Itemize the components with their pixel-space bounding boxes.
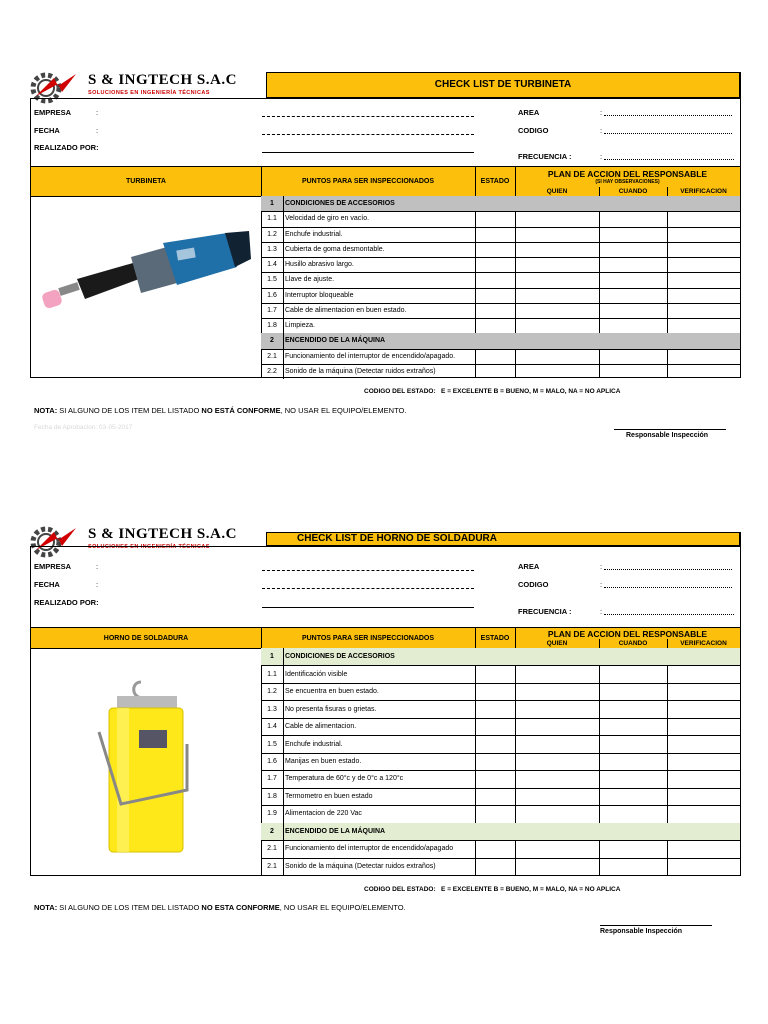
item-text: Se encuentra en buen estado.: [285, 688, 379, 696]
quien-cell[interactable]: [515, 805, 599, 822]
verificacion-cell[interactable]: [667, 858, 740, 875]
item-number: 1.7: [267, 775, 277, 783]
puntos-header: PUNTOS PARA SER INSPECCIONADOS: [261, 628, 475, 648]
table-row: [261, 770, 740, 787]
verificacion-cell[interactable]: [667, 823, 740, 840]
codigo-label: CODIGO: [518, 126, 549, 135]
cuando-cell[interactable]: [599, 718, 667, 735]
cuando-cell[interactable]: [599, 665, 667, 682]
item-number: 2.1: [267, 352, 277, 360]
plan-header: PLAN DE ACCION DEL RESPONSABLE: [515, 628, 740, 639]
plan-header: PLAN DE ACCION DEL RESPONSABLE (SI HAY OBSERVACIONES): [515, 167, 740, 187]
cuando-cell[interactable]: [599, 858, 667, 875]
section-row: [261, 823, 740, 840]
item-text: Cable de alimentacion en buen estado.: [285, 306, 407, 314]
item-number: 1.3: [267, 705, 277, 713]
item-number: 1.8: [267, 322, 277, 330]
area-field[interactable]: [604, 569, 732, 570]
brand-tagline: SOLUCIONES EN INGENIERÍA TÉCNICAS: [88, 544, 210, 550]
nota: NOTA: SI ALGUNO DE LOS ITEM DEL LISTADO NO ESTÁ CONFORME, NO USAR EL EQUIPO/ELEMENTO.: [34, 406, 407, 415]
cuando-cell[interactable]: [599, 840, 667, 857]
estado-cell[interactable]: [475, 840, 515, 857]
item-text: No presenta fisuras o grietas.: [285, 705, 377, 713]
cuando-cell[interactable]: [599, 700, 667, 717]
table-row: [261, 665, 740, 682]
estado-cell[interactable]: [475, 665, 515, 682]
cuando-cell[interactable]: [599, 788, 667, 805]
quien-cell[interactable]: [515, 840, 599, 857]
quien-header: QUIEN: [515, 187, 599, 196]
verificacion-cell[interactable]: [667, 840, 740, 857]
verificacion-cell[interactable]: [667, 770, 740, 787]
table-row: [261, 735, 740, 752]
item-number: 2.2: [267, 367, 277, 375]
table-row: [261, 753, 740, 770]
realizado-field[interactable]: [262, 607, 474, 608]
estado-cell[interactable]: [475, 858, 515, 875]
item-text: Sonido de la máquina (Detectar ruidos extraños): [285, 367, 436, 375]
quien-cell[interactable]: [515, 648, 599, 665]
equipment-header: HORNO DE SOLDADURA: [31, 628, 261, 648]
cuando-cell[interactable]: [599, 805, 667, 822]
item-text: Velocidad de giro en vacío.: [285, 215, 370, 223]
item-text: ENCENDIDO DE LA MÁQUINA: [285, 337, 386, 345]
quien-cell[interactable]: [515, 858, 599, 875]
frecuencia-label: FRECUENCIA :: [518, 607, 572, 616]
cuando-header: CUANDO: [599, 639, 667, 648]
cuando-cell[interactable]: [599, 770, 667, 787]
cuando-cell[interactable]: [599, 735, 667, 752]
quien-cell[interactable]: [515, 718, 599, 735]
area-label: AREA: [518, 108, 540, 117]
item-number: 1: [270, 200, 274, 208]
item-text: CONDICIONES DE ACCESORIOS: [285, 200, 395, 208]
item-text: Termometro en buen estado: [285, 792, 373, 800]
empresa-label: EMPRESA: [34, 108, 72, 117]
item-text: Temperatura de 60°c y de 0°c a 120°c: [285, 775, 404, 783]
nota: NOTA: SI ALGUNO DE LOS ITEM DEL LISTADO NO ESTA CONFORME, NO USAR EL EQUIPO/ELEMENTO.: [34, 903, 406, 912]
cuando-cell[interactable]: [599, 683, 667, 700]
verificacion-cell[interactable]: [667, 665, 740, 682]
horno-image: [91, 674, 201, 854]
verificacion-cell[interactable]: [667, 718, 740, 735]
item-text: Manijas en buen estado.: [285, 757, 362, 765]
frecuencia-label: FRECUENCIA :: [518, 152, 572, 161]
item-text: Cubierta de goma desmontable.: [285, 245, 385, 253]
fecha-aprobacion: Fecha de Aprobacion: 03-05-2017: [34, 424, 133, 431]
estado-cell[interactable]: [475, 823, 515, 840]
item-text: CONDICIONES DE ACCESORIOS: [285, 653, 395, 661]
responsable-label: Responsable Inspección: [626, 432, 709, 439]
verificacion-header: VERIFICACION: [667, 187, 740, 196]
item-number: 1: [270, 653, 274, 661]
item-number: 2: [270, 337, 274, 345]
quien-cell[interactable]: [515, 665, 599, 682]
brand-name: S & INGTECH S.A.C: [88, 72, 237, 88]
item-number: 1.6: [267, 291, 277, 299]
quien-cell[interactable]: [515, 788, 599, 805]
item-text: Alimentacion de 220 Vac: [285, 810, 362, 818]
brand-name: S & INGTECH S.A.C: [88, 526, 237, 542]
verificacion-cell[interactable]: [667, 700, 740, 717]
item-text: Enchufe industrial.: [285, 740, 343, 748]
item-number: 1.5: [267, 276, 277, 284]
verificacion-cell[interactable]: [667, 753, 740, 770]
area-label: AREA: [518, 562, 540, 571]
estado-cell[interactable]: [475, 735, 515, 752]
gear-logo-icon: [28, 524, 84, 560]
verificacion-cell[interactable]: [667, 648, 740, 665]
fecha-label: FECHA: [34, 580, 60, 589]
empresa-label: EMPRESA: [34, 562, 72, 571]
page-title: CHECK LIST DE TURBINETA: [266, 72, 740, 98]
estado-header: ESTADO: [475, 167, 515, 196]
table-row: [261, 840, 740, 857]
item-number: 1.4: [267, 261, 277, 269]
item-number: 2: [270, 827, 274, 835]
codigo-label: CODIGO: [518, 580, 549, 589]
verificacion-cell[interactable]: [667, 735, 740, 752]
signature-line[interactable]: [600, 925, 712, 926]
cuando-cell[interactable]: [599, 823, 667, 840]
frecuencia-field[interactable]: [604, 614, 734, 615]
item-number: 1.3: [267, 245, 277, 253]
table-row: [261, 700, 740, 717]
responsable-label: Responsable Inspección: [600, 928, 683, 935]
item-text: Limpieza.: [285, 322, 315, 330]
verificacion-cell[interactable]: [667, 788, 740, 805]
verificacion-cell[interactable]: [667, 805, 740, 822]
estado-cell[interactable]: [475, 788, 515, 805]
table-row: [261, 718, 740, 735]
page-title: CHECK LIST DE HORNO DE SOLDADURA: [266, 532, 740, 546]
verificacion-cell[interactable]: [667, 683, 740, 700]
estado-header: ESTADO: [475, 628, 515, 648]
inspection-table: [30, 627, 741, 876]
estado-cell[interactable]: [475, 718, 515, 735]
item-text: Funcionamiento del interruptor de encendido/apagado: [285, 845, 454, 853]
codigo-estado: CODIGO DEL ESTADO: E = EXCELENTE B = BUENO, M = MALO, NA = NO APLICA: [364, 388, 621, 395]
equipment-header: TURBINETA: [31, 167, 261, 196]
estado-cell[interactable]: [475, 753, 515, 770]
item-number: 1.7: [267, 306, 277, 314]
item-number: 1.1: [267, 215, 277, 223]
item-text: Husillo abrasivo largo.: [285, 261, 354, 269]
item-number: 1.1: [267, 670, 277, 678]
item-text: Sonido de la máquina (Detectar ruidos extraños): [285, 862, 436, 870]
codigo-estado: CODIGO DEL ESTADO: E = EXCELENTE B = BUENO, M = MALO, NA = NO APLICA: [364, 886, 621, 893]
checklist-horno: S & INGTECH S.A.C SOLUCIONES EN INGENIERÍA TÉCNICAS CHECK LIST DE HORNO DE SOLDADURA EMPRESA : FECHA : REALIZADO POR: AREA : CODIGO : FRECUENCIA : : HORNO DE SOLDADURA PUNTOS PARA SER INSPECCIONADOS ESTADO PLAN DE ACCION DEL RESPONSABLE QUIEN CUANDO VERIFICACION 1 CONDICIONES DE ACCESORIOS 1.1 Identificación visible 1.2 Se encuentra en buen estado. 1.3 No presenta fisuras o grietas. 1.4 Cable de alimentacion. 1.5 Enchufe industrial. 1.6 Manijas en buen estado. 1.7 Temperatura de 60°c y de 0°c a 120°c 1.8 Termometro en buen estado 1.9 Alimentacion de 220 Vac 2 ENCENDIDO DE LA MÁQUINA 2.1 Funcionamiento del interruptor de encendido/apagado 2.1 Sonido de la máquina (Detectar ruidos extraños) CODIGO DEL ESTADO: E = EXCELENTE B = BUENO, M = MALO, NA = NO APLICA NOTA: SI ALGUNO DE LOS ITEM DEL LISTADO NO ESTA CONFORME, NO USAR EL EQUIPO/ELEMENTO. Responsable Inspección: [0, 0, 768, 1024]
item-text: Cable de alimentacion.: [285, 723, 357, 731]
cuando-cell[interactable]: [599, 648, 667, 665]
item-text: ENCENDIDO DE LA MÁQUINA: [285, 827, 386, 835]
item-number: 1.4: [267, 723, 277, 731]
realizado-label: REALIZADO POR:: [34, 143, 99, 152]
cuando-header: CUANDO: [599, 187, 667, 196]
item-number: 2.1: [267, 862, 277, 870]
empresa-field[interactable]: [262, 570, 474, 571]
table-row: [261, 788, 740, 805]
estado-cell[interactable]: [475, 683, 515, 700]
realizado-label: REALIZADO POR:: [34, 598, 99, 607]
estado-cell[interactable]: [475, 700, 515, 717]
item-number: 1.9: [267, 810, 277, 818]
item-text: Identificación visible: [285, 670, 348, 678]
item-number: 1.8: [267, 792, 277, 800]
quien-cell[interactable]: [515, 683, 599, 700]
estado-cell[interactable]: [475, 648, 515, 665]
quien-cell[interactable]: [515, 823, 599, 840]
fecha-label: FECHA: [34, 126, 60, 135]
table-row: [261, 805, 740, 822]
item-text: Llave de ajuste.: [285, 276, 335, 284]
quien-header: QUIEN: [515, 639, 599, 648]
item-text: Interruptor bloqueable: [285, 291, 354, 299]
fecha-field[interactable]: [262, 588, 474, 589]
item-number: 2.1: [267, 845, 277, 853]
estado-cell[interactable]: [475, 770, 515, 787]
codigo-field[interactable]: [604, 587, 732, 588]
company-logo: [28, 524, 266, 560]
quien-cell[interactable]: [515, 735, 599, 752]
section-row: [261, 648, 740, 665]
quien-cell[interactable]: [515, 700, 599, 717]
verificacion-header: VERIFICACION: [667, 639, 740, 648]
item-number: 1.5: [267, 740, 277, 748]
table-row: [261, 683, 740, 700]
item-number: 1.2: [267, 230, 277, 238]
cuando-cell[interactable]: [599, 753, 667, 770]
brand-tagline: SOLUCIONES EN INGENIERÍA TÉCNICAS: [88, 90, 210, 96]
quien-cell[interactable]: [515, 753, 599, 770]
checklist-turbineta: S & INGTECH S.A.C SOLUCIONES EN INGENIERÍA TÉCNICAS CHECK LIST DE TURBINETA EMPRESA : FECHA : REALIZADO POR: AREA : CODIGO : FRECUENCIA : : TURBINETA PUNTOS PARA SER INSPECCIONADOS ESTADO PLAN DE ACCION DEL RESPONSABLE (SI HAY OBSERVACIONES) QUIEN CUANDO VERIFICACION 1 CONDICIONES DE ACCESORIOS 1.1 Velocidad de giro en vacío. 1.2 Enchufe industrial. 1.3 Cubierta de goma desmontable. 1.4 Husillo abrasivo largo. 1.5 Llave de ajuste. 1.6 Interruptor bloqueable 1.7 Cable de alimentacion en buen estado. 1.8 Limpieza. 2 ENCENDIDO DE LA MÁQUINA 2.1 Funcionamiento del interruptor de encendido/apagado. 2.2 Sonido de la máquina (Detectar ruidos extraños) CODIGO DEL ESTADO: E = EXCELENTE B = BUENO, M = MALO, NA = NO APLICA NOTA: SI ALGUNO DE LOS ITEM DEL LISTADO NO ESTÁ CONFORME, NO USAR EL EQUIPO/ELEMENTO. Fecha de Aprobacion: 03-05-2017 Responsable Inspección: [0, 0, 768, 470]
item-number: 1.6: [267, 757, 277, 765]
puntos-header: PUNTOS PARA SER INSPECCIONADOS: [261, 167, 475, 196]
quien-cell[interactable]: [515, 770, 599, 787]
table-row: [261, 858, 740, 875]
item-number: 1.2: [267, 688, 277, 696]
item-text: Funcionamiento del interruptor de encendido/apagado.: [285, 352, 456, 360]
item-text: Enchufe industrial.: [285, 230, 343, 238]
estado-cell[interactable]: [475, 805, 515, 822]
